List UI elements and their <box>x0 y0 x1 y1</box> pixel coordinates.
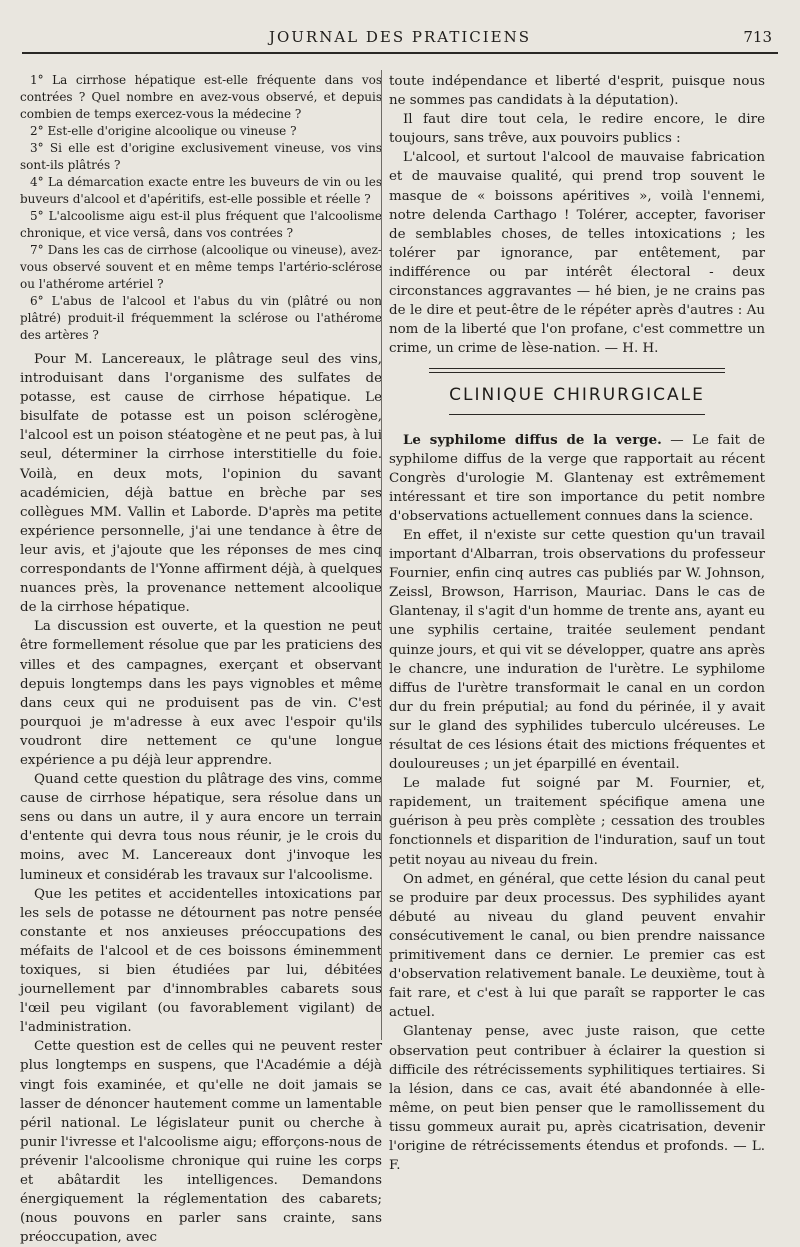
question-1: 1° La cirrhose hépatique est-elle fréquente dans vos contrées ? Quel nombre en avez-vous observé, et depuis combien de temps exercez-vous la médecine ? <box>20 73 382 121</box>
page-header <box>28 28 772 50</box>
paragraph: La discussion est ouverte, et la question ne peut être formellement résolue que par les praticiens des villes et des campagnes, exerçant et observant depuis longtemps dans les pays vignobles et même dans ceux qui ne produisent pas de vin. C'est pourquoi je m'adresse à eux avec l'espoir qu'ils voudront dire nettement ce qu'une longue expérience a pu déjà leur apprendre. <box>20 619 382 768</box>
question-6: 6° L'abus de l'alcool et l'abus du vin (plâtré ou non plâtré) produit-il fréquemment la sclérose ou l'athérome des artères ? <box>20 294 382 342</box>
article-lead-text: — Le fait de syphilome diffus de la verge que rapportait au récent Congrès d'urologie M. Glantenay est extrêmement intéressant et tire son importance du petit nombre d'observations actuellement connues dans la science. <box>389 432 765 524</box>
right-column <box>389 72 765 1175</box>
question-4: 4° La démarcation exacte entre les buveurs de vin ou les buveurs d'alcool et d'apéritifs, est-elle possible et réelle ? <box>20 175 382 206</box>
journal-title: JOURNAL DES PRATICIENS <box>268 28 532 46</box>
article-lead-paragraph <box>389 431 765 526</box>
question-3: 3° Si elle est d'origine exclusivement vineuse, vos vins sont-ils plâtrés ? <box>20 141 382 172</box>
paragraph: Glantenay pense, avec juste raison, que cette observation peut contribuer à éclairer la question si difficile des rétrécissements syphilitiques tertiaires. Si la lésion, dans ce cas, avait été abandonnée à elle-même, on peut bien penser que le ramollissement du tissu gommeux aurait pu, après cicatrisation, devenir l'origine de rétrécissements étendus et profonds. — L. F. <box>389 1024 765 1174</box>
column-divider <box>381 70 382 1040</box>
question-7: 7° Dans les cas de cirrhose (alcoolique ou vineuse), avez-vous observé souvent et en même temps l'artério-sclérose ou l'athérome artériel ? <box>20 243 382 291</box>
section-title: CLINIQUE CHIRURGICALE <box>449 385 705 406</box>
section-underline <box>449 414 705 415</box>
left-column <box>20 72 382 1247</box>
paragraph: Cette question est de celles qui ne peuvent rester plus longtemps en suspens, que l'Académie a déjà vingt fois examinée, et qu'elle ne doit jamais se lasser de dénoncer hautement comme un lamentable péril national. Le législateur punit ou cherche à punir l'ivresse et l'alcoolisme aigu; efforçons-nous de prévenir l'alcoolisme chronique qui ruine les corps et abâtardit les intelligences. Demandons énergiquement la réglementation des cabarets; (nous pouvons en parler sans crainte, sans préoccupation, avec <box>20 1039 382 1246</box>
paragraph: L'alcool, et surtout l'alcool de mauvaise fabrication et de mauvaise qualité, qui prend trop souvent le masque de « boissons apéritives », voilà l'ennemi, notre delenda Carthago ! Tolérer, accepter, favoriser de semblables choses, de telles intoxications ; les tolérer par ignorance, par entêtement, par indifférence ou par intérêt électoral - deux circonstances aggravantes — hé bien, je ne crains pas de le dire et peut-être de le répéter après d'autres : Au nom de la liberté que l'on profane, c'est commettre un crime, un crime de lèse-nation. — H. H. <box>389 150 765 357</box>
page-number: 713 <box>743 28 772 46</box>
paragraph: Pour M. Lancereaux, le plâtrage seul des vins, introduisant dans l'organisme des sulfates de potasse, est cause de cirrhose hépatique. Le bisulfate de potasse est un poison sclérogène, l'alcool est un poison stéatogène et ne peut pas, à lui seul, déterminer la cirrhose interstitielle du foie. Voilà, en deux mots, l'opinion du savant académicien, déjà battue en brèche par ses collègues MM. Vallin et Laborde. D'après ma petite expérience personnelle, j'ai une tendance à être de leur avis, et j'ajoute que les réponses de mes cinq correspondants de l'Yonne affirment déjà, à quelques nuances près, la provenance nettement alcoolique de la cirrhose hépatique. <box>20 352 382 616</box>
paragraph: En effet, il n'existe sur cette question qu'un travail important d'Albarran, trois observations du professeur Fournier, enfin cinq autres cas publiés par W. Johnson, Zeissl, Browson, Harrison, Mauriac. Dans le cas de Glantenay, il s'agit d'un homme de trente ans, ayant eu une syphilis certaine, traitée seulement pendant quinze jours, et qui vit se développer, quatre ans après le chancre, une induration de l'urètre. Le syphilome diffus de l'urètre transformait le canal en un cordon dur du frein préputial; au fond du périnée, il y avait sur le gland des syphilides tuberculo ulcéreuses. Le résultat de ces lésions était des mictions fréquentes et douloureuses ; un jet éparpillé en éventail. <box>389 527 765 773</box>
paragraph: Que les petites et accidentelles intoxications par les sels de potasse ne détournent pas notre pensée constante et nos anxieuses préoccupations des méfaits de l'alcool et de ces boissons éminemment toxiques, si bien étudiées par lui, débitées journellement par d'innombrables cabarets sous l'œil peu vigilant (ou favorablement vigilant) de l'administration. <box>20 886 382 1036</box>
paragraph: Quand cette question du plâtrage des vins, comme cause de cirrhose hépatique, sera résolue dans un sens ou dans un autre, il y aura encore un terrain d'entente qui devra tous nous réunir, je le crois du moins, avec M. Lancereaux dont j'invoque les lumineux et considérab les travaux sur l'alcoolisme. <box>20 772 382 883</box>
question-5: 5° L'alcoolisme aigu est-il plus fréquent que l'alcoolisme chronique, et vice versâ, dans vos contrées ? <box>20 209 382 240</box>
paragraph: Il faut dire tout cela, le redire encore, le dire toujours, sans trêve, aux pouvoirs publics : <box>389 112 765 147</box>
paragraph: Le malade fut soigné par M. Fournier, et, rapidement, un traitement spécifique amena une guérison à peu près complète ; cessation des troubles fonctionnels et disparition de l'induration, sauf un tout petit noyau au niveau du frein. <box>389 776 765 868</box>
question-2: 2° Est-elle d'origine alcoolique ou vineuse ? <box>30 124 297 138</box>
paragraph: On admet, en général, que cette lésion du canal peut se produire par deux processus. Des syphilides ayant débuté au niveau du gland peuvent envahir consécutivement le canal, ou bien prendre naissance primitivement dans ce dernier. Le premier cas est d'observation relativement banale. Le deuxième, tout à fait rare, et c'est à lui que paraît se rapporter le cas actuel. <box>389 871 765 1021</box>
article-lead: Le syphilome diffus de la verge. <box>403 431 662 448</box>
header-rule <box>22 52 778 54</box>
paragraph: toute indépendance et liberté d'esprit, puisque nous ne sommes pas candidats à la députation). <box>389 74 765 109</box>
section-double-rule <box>429 368 725 376</box>
